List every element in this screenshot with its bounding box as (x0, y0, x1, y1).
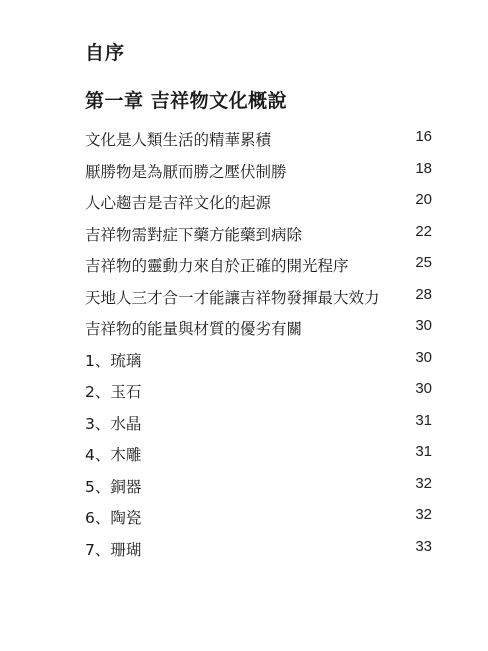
toc-entry (85, 502, 435, 534)
toc-entry-page: 25 (415, 254, 432, 271)
toc-entry (85, 408, 435, 440)
toc-entry-page: 32 (415, 474, 432, 492)
toc-entry-title: 3、水晶 (85, 414, 142, 433)
toc-entry-page: 31 (415, 411, 432, 429)
toc-entry-page: 33 (415, 537, 432, 555)
toc-entry (85, 156, 435, 188)
toc-entry-title: 文化是人類生活的精華累積 (85, 131, 272, 149)
toc-entry-title: 人心趨吉是吉祥文化的起源 (85, 194, 272, 212)
toc-entry-page: 30 (415, 380, 432, 397)
toc-entry-title: 5、銅器 (85, 477, 142, 496)
toc-entry-title: 天地人三才合一才能讓吉祥物發揮最大效力 (85, 288, 380, 307)
toc-entry-title: 厭勝物是為厭而勝之壓伏制勝 (85, 162, 287, 181)
toc-entry-title: 4、木雕 (85, 446, 142, 464)
toc-entry-page: 28 (415, 285, 432, 303)
toc-entry-title: 2、玉石 (85, 383, 142, 401)
toc-entry (85, 282, 435, 314)
toc-entry (85, 313, 435, 345)
toc-entry-page: 18 (415, 159, 432, 177)
toc-entry-page: 20 (415, 191, 432, 208)
toc-entry (85, 250, 435, 282)
toc-entry-title: 吉祥物的靈動力來自於正確的開光程序 (85, 257, 349, 275)
toc-entry (85, 219, 435, 251)
toc-entry (85, 439, 435, 471)
chapter-heading: 第一章 吉祥物文化概說 (85, 90, 288, 112)
toc-entry (85, 534, 435, 566)
toc-entry (85, 187, 435, 219)
toc-entry-page: 30 (415, 348, 432, 366)
preface-heading: 自序 (85, 42, 126, 64)
toc-entry (85, 124, 435, 156)
toc-entry-page: 22 (415, 222, 432, 240)
toc-entry-title: 吉祥物需對症下藥方能藥到病除 (85, 225, 303, 244)
toc-entry-title: 6、陶瓷 (85, 509, 142, 527)
toc-entry-title: 吉祥物的能量與材質的優劣有關 (85, 320, 303, 338)
toc-entry-title: 1、琉璃 (85, 351, 142, 370)
toc-entry (85, 345, 435, 377)
toc-entry-page: 30 (415, 317, 432, 334)
toc-list (85, 124, 435, 565)
toc-entry-page: 32 (415, 506, 432, 523)
toc-entry (85, 471, 435, 503)
toc-entry-page: 31 (415, 443, 432, 460)
toc-entry (85, 376, 435, 408)
toc-entry-page: 16 (415, 128, 432, 145)
toc-entry-title: 7、珊瑚 (85, 540, 142, 559)
